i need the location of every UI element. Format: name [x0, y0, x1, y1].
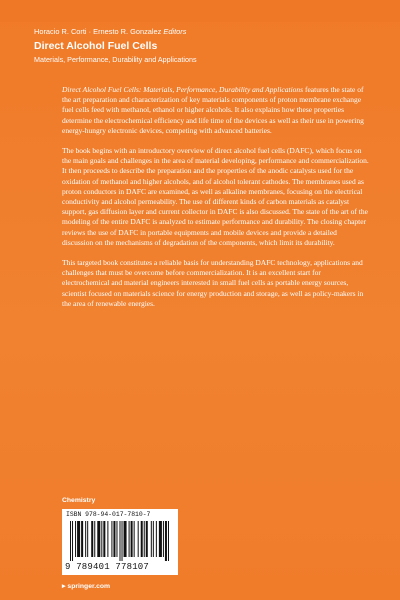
barcode-number: 9 789401 778107 [65, 562, 150, 572]
barcode-bar [70, 521, 71, 561]
blurb-paragraph-1 [62, 85, 370, 136]
barcode-bar [159, 521, 162, 557]
barcode-bar [138, 521, 139, 557]
blurb [62, 85, 370, 319]
barcode-bar [81, 521, 83, 557]
arrow-right-icon: ▸ [62, 583, 66, 590]
blurb-book-title-italic: Direct Alcohol Fuel Cells: Materials, Performance, Durability and Applications [62, 85, 304, 94]
blurb-paragraph-2: The book begins with an introductory overview of direct alcohol fuel cells (DAFC), which focus on the main goals and challenges in the area of material developing, performance and commercialization. It then proceeds to describe the preparation and the properties of the anodic catalysts used for the oxidation of methanol and higher alcohols, and of alcohol tolerant cathodes. The membranes used as proton conductors in DAFC are examined, as well as alkaline membranes, focusing on the electrical conductivity and alcohol permeability. The use of different kinds of carbon materials as catalyst support, gas diffusion layer and current collector in DAFC is also discussed. The state of the art of the modeling of the entire DAFC is analyzed to estimate performance and durability. The closing chapter reviews the use of DAFC in portable equipments and mobile devices and provide a detailed discussion on the mechanisms of degradation of the components, which limit its durability. [62, 146, 369, 247]
barcode-bar [72, 521, 73, 561]
barcode-bar [134, 521, 135, 557]
barcode-bar [111, 521, 112, 557]
barcode-bar [144, 521, 145, 557]
barcode-bar [75, 521, 76, 557]
barcode-bar [119, 521, 120, 561]
barcode-bar [113, 521, 115, 557]
barcode-bar [163, 521, 164, 557]
blurb-paragraph-3: This targeted book constitutes a reliable basis for understanding DAFC technology, applications and challenges that must be overcome before commercialization. It is an excellent start for electrochemical and material engineers interested in small fuel cells as portable energy sources, scientist focused on materials science for energy production and storage, as well as policy-makers in the area of renewable energies. [62, 258, 364, 308]
editors-role: Editors [163, 27, 187, 36]
barcode-bar [156, 521, 157, 557]
barcode-bar [122, 521, 123, 561]
barcode-bar [87, 521, 88, 557]
barcode-label [62, 509, 178, 575]
barcode-bar [116, 521, 117, 557]
barcode-bar [131, 521, 133, 557]
barcode-bar [103, 521, 105, 557]
publisher-url: springer.com [67, 583, 111, 590]
barcode-bar [165, 521, 167, 561]
barcode-bar [129, 521, 130, 557]
barcode-bar [146, 521, 148, 557]
top-band [0, 0, 400, 22]
barcode-bar [124, 521, 127, 557]
barcode-bar [107, 521, 108, 557]
isbn-text: ISBN 978-94-017-7810-7 [66, 511, 151, 518]
barcode-bar [77, 521, 80, 557]
barcode-bar [94, 521, 95, 557]
barcode-bar [151, 521, 152, 557]
barcode-bar [101, 521, 102, 557]
barcode-bar [141, 521, 143, 557]
book-subtitle: Materials, Performance, Durability and Applications [34, 55, 197, 64]
barcode-bar [153, 521, 154, 557]
barcode-bar [97, 521, 100, 557]
publisher-link[interactable] [62, 582, 110, 590]
editors-names: Horacio R. Corti · Ernesto R. Gonzalez [34, 27, 162, 36]
subject-category: Chemistry [62, 497, 96, 504]
blurb-paragraph-1-text: features the state of the art preparation and characterization of key materials components of proton membrane exchange fuel cells feed with methanol, ethanol or higher alcohols. It also explains how these properties determine the electrochemical efficiency and life time of the devices as well as their use in powering energy-hungry electronic devices, competing with advanced batteries. [62, 85, 364, 135]
barcode-bar [168, 521, 169, 561]
barcode-bars [70, 521, 170, 561]
book-title: Direct Alcohol Fuel Cells [34, 40, 158, 52]
barcode-bar [91, 521, 93, 557]
editors-line [34, 27, 186, 36]
barcode-bar [85, 521, 86, 557]
